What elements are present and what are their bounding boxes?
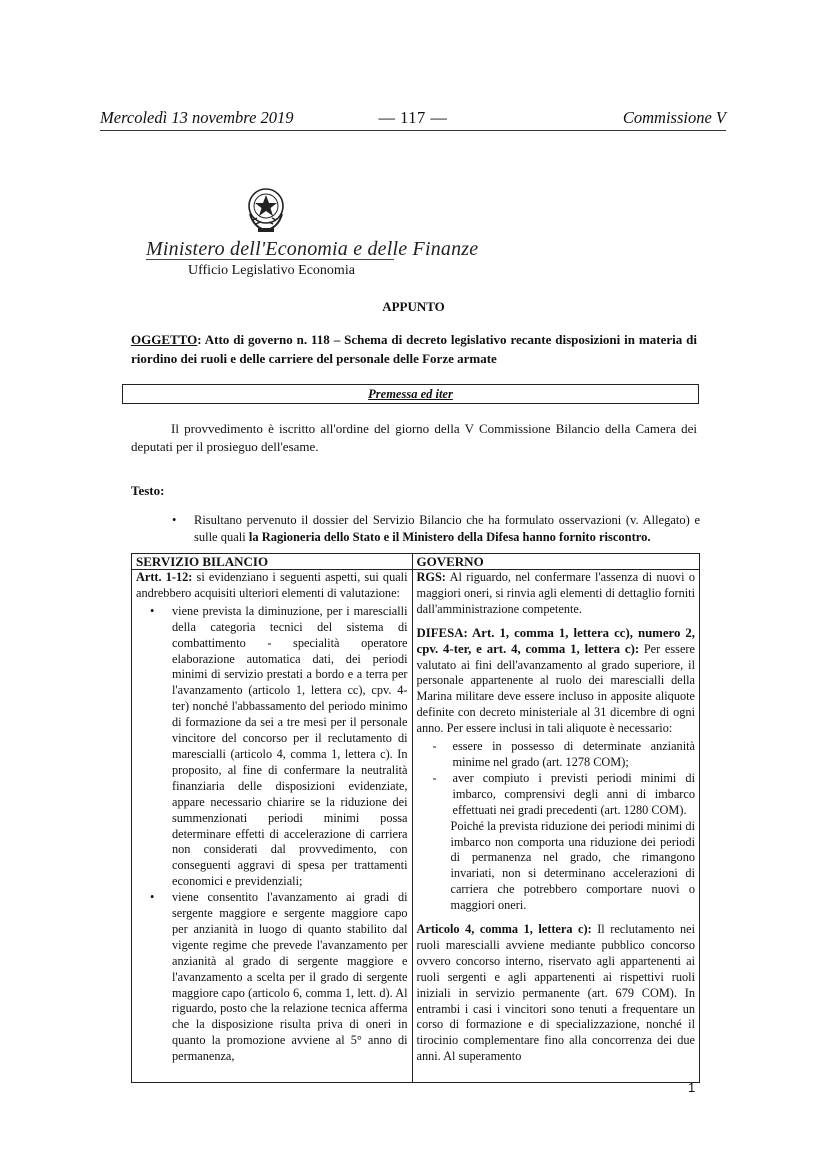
table-header-row — [132, 554, 700, 570]
left-item-text: viene prevista la diminuzione, per i marescialli della categoria tecnici del sistema di combattimento - specialità operatore elaborazione automatica dati, dei periodi minimi di servizio prestati a bordo e a terra per l'avanzamento (articolo 1, lettera cc), cpv. 4-ter) nonché l'abbassamento del periodo minimo di formazione da sei a tre mesi per il personale vincitore del concorso per il reclutamento di marescialli (articolo 4, comma 1, lettera c). In proposito, al fine di confermare la neutralità finanziaria delle disposizioni evidenziate, appare necessario chiarire se la riduzione dei summenzionati periodi minimi possa determinare effetti di accelerazione di carriera non considerati dal provvedimento, con conseguenti aggravi di spesa per trattamenti economici e previdenziali; — [172, 603, 408, 889]
document-title: APPUNTO — [382, 299, 445, 314]
list-item — [432, 770, 695, 819]
office-name: Ufficio Legislativo Economia — [188, 263, 355, 278]
left-intro — [136, 570, 408, 602]
header-rule — [100, 130, 726, 131]
table-row — [132, 570, 700, 1083]
art4-text: Il reclutamento nei ruoli marescialli avviene mediante pubblico concorso ovvero concorso interno, riservato agli appartenenti ai ruoli sergenti e agli appartenenti ai rispettivi ruoli iniziali in servizio permanente (art. 679 COM). In entrambi i casi i vincitori sono tenuti a frequentare un corso di formazione e di specializzazione, nonché il tirocinio complementare fino alla concorrenza dei due anni. Al superamento — [416, 922, 695, 1064]
left-art-label: Artt. 1-12: — [136, 570, 193, 584]
bullet-dot-icon: • — [150, 603, 155, 618]
subject-text: : Atto di governo n. 118 – Schema di decreto legislativo recante disposizioni in materia di riordino dei ruoli e delle carriere del personale delle Forze armate — [131, 332, 697, 366]
table-head-left: SERVIZIO BILANCIO — [132, 554, 413, 570]
bullet-bold-text: la Ragioneria dello Stato e il Ministero della Difesa hanno fornito riscontro. — [248, 530, 651, 544]
header-date: Mercoledì 13 novembre 2019 — [100, 108, 294, 127]
difesa-label: DIFESA: Art. 1, comma 1, lettera cc), numero 2, cpv. 4-ter, e art. 4, comma 1, lettera c): — [416, 625, 695, 656]
dash-item-text: essere in possesso di determinate anzianità minime nel grado (art. 1278 COM); — [452, 739, 695, 769]
list-item — [150, 603, 408, 890]
right-cell — [412, 570, 699, 1083]
subject-label: OGGETTO — [131, 332, 198, 347]
bullet-dot-icon: • — [172, 513, 177, 527]
section-box — [122, 384, 699, 404]
rgs-text: Al riguardo, nel confermare l'assenza di nuovi o maggiori oneri, si rinvia agli elementi di dettaglio forniti dall'amministrazione competente. — [416, 570, 695, 616]
subject-paragraph — [131, 330, 697, 368]
list-item — [150, 890, 408, 1065]
testo-label: Testo: — [131, 483, 165, 498]
ministry-name: Ministero dell'Economia e delle Finanze — [146, 238, 479, 260]
left-art-text: si evidenziano i seguenti aspetti, sui quali andrebbero acquisiti ulteriori elementi di valutazione: — [136, 570, 408, 600]
italian-republic-emblem-icon — [244, 184, 288, 234]
ministry-rule — [146, 259, 394, 260]
bullet-text — [194, 512, 700, 546]
section-box-title: Premessa ed iter — [368, 387, 453, 401]
header-commission: Commissione V — [622, 108, 726, 127]
bullet-dot-icon: • — [150, 890, 155, 905]
bullet-item — [172, 512, 700, 546]
left-list — [136, 604, 408, 1065]
right-art4 — [417, 922, 695, 1065]
dash-icon: - — [432, 770, 437, 785]
header-page-number: — 117 — — [378, 108, 448, 127]
page-header — [100, 108, 726, 132]
left-cell — [132, 570, 413, 1083]
right-after-dash: Poiché la prevista riduzione dei periodi minimi di imbarco non comporta una riduzione dei periodi di permanenza nel grado, che rimangono invariati, non si determinano accelerazioni di carriera che potrebbero comportare nuovi o maggiori oneri. — [450, 818, 695, 913]
dash-icon: - — [432, 739, 437, 754]
right-rgs — [417, 570, 695, 618]
table-head-right: GOVERNO — [412, 554, 699, 570]
right-difesa — [417, 626, 695, 737]
comparison-table — [131, 553, 700, 1083]
dash-item-text: aver compiuto i previsti periodi minimi di imbarco, comprensivi degli anni di imbarco effettuati nei gradi precedenti (art. 1280 COM). — [452, 770, 695, 817]
bullet-plain-text: Risultano pervenuto il dossier del Servizio Bilancio che ha formulato osservazioni (v. Allegato) e sulle quali — [194, 513, 700, 544]
intro-paragraph: Il provvedimento è iscritto all'ordine del giorno della V Commissione Bilancio della Camera dei deputati per il prosieguo dell'esame. — [131, 421, 697, 454]
list-item — [432, 739, 695, 771]
left-item-text: viene consentito l'avanzamento ai gradi di sergente maggiore e sergente maggiore capo per anzianità in luogo di quanto stabilito dal vigente regime che prevede l'avanzamento per anzianità al grado di sergente maggiore e l'avanzamento a scelta per il grado di sergente maggiore capo (articolo 6, comma 1, lett. d). Al riguardo, posto che la relazione tecnica afferma che la disposizione risulta priva di oneri in quanto la promozione avviene al 5° anno di permanenza, — [172, 890, 408, 1064]
right-dash-list — [417, 739, 695, 819]
difesa-text: Per essere valutato ai fini dell'avanzamento al grado superiore, il personale appartenente al ruolo dei marescialli della Marina militare deve essere incluso in apposite aliquote definite con decreto ministeriale al 31 dicembre di ogni anno. Per essere inclusi in tali aliquote è necessario: — [416, 641, 695, 736]
art4-label: Articolo 4, comma 1, lettera c): — [416, 922, 592, 937]
rgs-label: RGS: — [416, 570, 446, 584]
page-number: 1 — [688, 1080, 696, 1095]
